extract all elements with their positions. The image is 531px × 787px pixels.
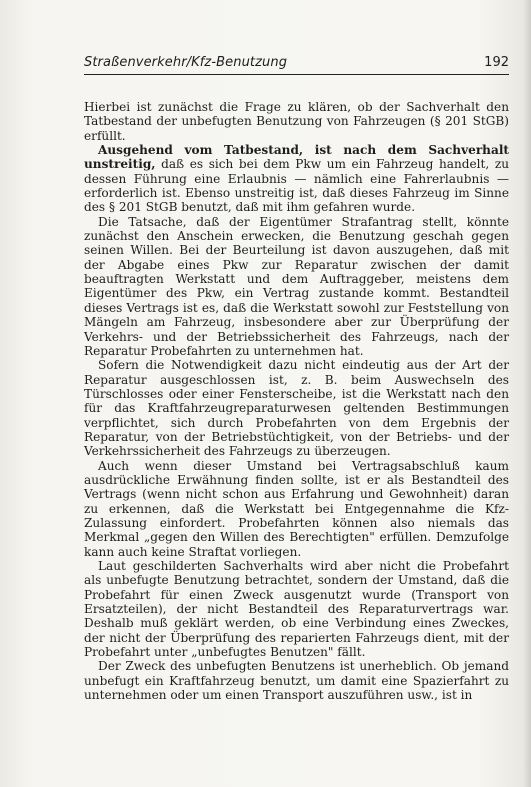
paragraph-3: Die Tatsache, daß der Eigentümer Strafantrag stellt, könnte zunächst den Anschein erwecken, die Benutzung geschah gegen seinen Willen. Bei der Beurteilung ist davon auszugehen, daß mit der Abgabe eines Pkw zur Reparatur zwischen der damit beauftragten Werkstatt und dem Auftraggeber, meistens dem Eigentümer des Pkw, ein Vertrag zustande kommt. Bestandteil dieses Vertrags ist es, daß die Werkstatt sowohl zur Feststellung von Mängeln am Fahrzeug, insbesondere aber zur Überprüfung der Verkehrs- und der Betriebssicherheit des Fahrzeugs, nach der Reparatur Probefahrten zu unternehmen hat.	[84, 214, 509, 358]
scan-shadow-edge	[523, 0, 531, 787]
paragraph-1: Hierbei ist zunächst die Frage zu klären, ob der Sachverhalt den Tatbestand der unbefugten Benutzung von Fahrzeugen (§ 201 StGB) erfüllt.	[84, 100, 509, 143]
paragraph-2-text: daß es sich bei dem Pkw um ein Fahrzeug handelt, zu dessen Führung eine Erlaubnis — nämlich eine Fahrerlaubnis — erforderlich ist. Ebenso unstreitig ist, daß dieses Fahrzeug im Sinne des § 201 StGB benutzt, daß mit ihm gefahren wurde.	[84, 157, 509, 215]
body-text	[84, 100, 509, 702]
page-header	[84, 52, 509, 75]
paragraph-7: Der Zweck des unbefugten Benutzens ist unerheblich. Ob jemand unbefugt ein Kraftfahrzeug benutzt, um damit eine Spazierfahrt zu unternehmen oder um einen Transport auszuführen usw., ist in	[84, 659, 509, 703]
page-number: 192	[484, 55, 509, 70]
paragraph-6: Laut geschilderten Sachverhalts wird aber nicht die Probefahrt als unbefugte Benutzung betrachtet, sondern der Umstand, daß die Probefahrt für einen Zweck ausgenutzt wurde (Transport von Ersatzteilen), der nicht Bestandteil des Reparaturvertrags war. Deshalb muß geklärt werden, ob eine Verbindung eines Zweckes, der nicht der Überprüfung des reparierten Fahrzeugs dient, mit der Probefahrt unter „unbefugtes Benutzen" fällt.	[84, 559, 509, 660]
paragraph-5: Auch wenn dieser Umstand bei Vertragsabschluß kaum ausdrückliche Erwähnung finden sollte, ist er als Bestandteil des Vertrags (wenn nicht schon aus Erfahrung und Gewohnheit) daran zu erkennen, daß die Werkstatt bei Entgegennahme die Kfz-Zulassung einfordert. Probefahrten können also niemals das Merkmal „gegen den Willen des Berechtigten" erfüllen. Demzufolge kann auch keine Straftat vorliegen.	[84, 458, 509, 559]
running-title: Straßenverkehr/Kfz-Benutzung	[84, 55, 288, 70]
paragraph-2	[84, 143, 509, 215]
paragraph-4: Sofern die Notwendigkeit dazu nicht eindeutig aus der Art der Reparatur ausgeschlossen ist, z. B. beim Auswechseln des Türschlosses oder einer Fensterscheibe, ist die Werkstatt nach den für das Kraftfahrzeugreparaturwesen geltenden Bestimmungen verpflichtet, sich durch Probefahrten von dem Ergebnis der Reparatur, von der Betriebstüchtigkeit, von der Betriebs- und der Verkehrssicherheit des Fahrzeugs zu überzeugen.	[84, 358, 509, 459]
paragraph-2-bold-lead: Ausgehend vom Tatbestand, ist nach dem Sachverhalt unstreitig,	[84, 143, 509, 172]
